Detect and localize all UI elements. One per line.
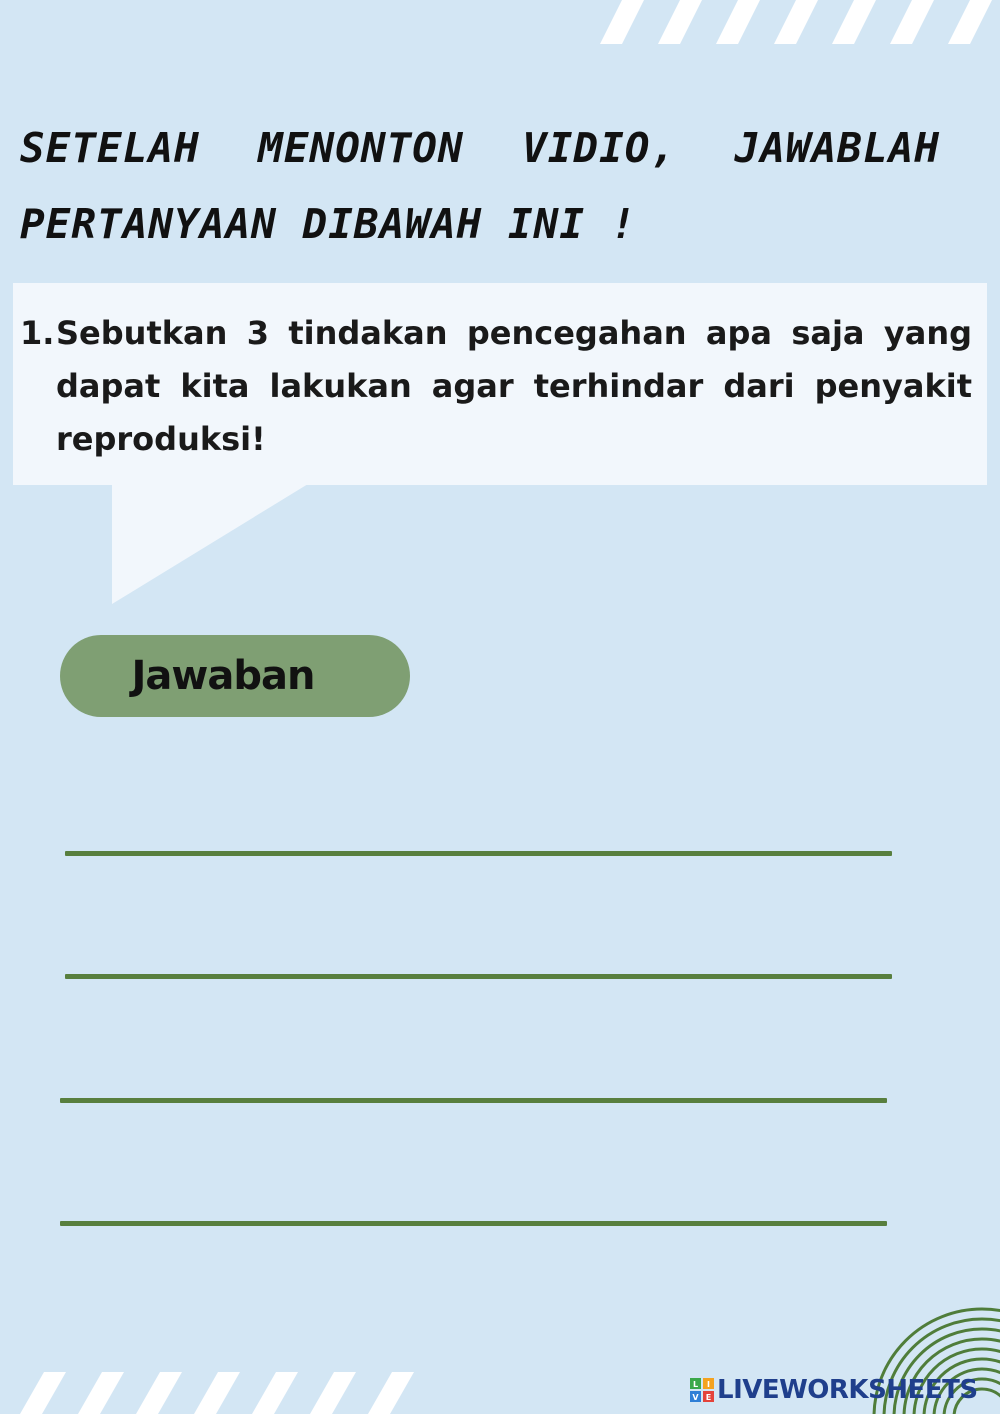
answer-label: Jawaban xyxy=(131,653,315,699)
answer-line[interactable] xyxy=(60,1221,887,1226)
answer-line[interactable] xyxy=(65,974,892,979)
logo-letter: V xyxy=(692,1393,699,1402)
logo-letter: I xyxy=(707,1380,710,1389)
answer-line[interactable] xyxy=(60,1098,887,1103)
top-stripes-decoration xyxy=(600,0,1000,44)
question-number: 1. xyxy=(20,314,55,352)
answer-line[interactable] xyxy=(65,851,892,856)
question-1 xyxy=(20,307,972,466)
bottom-stripes-decoration xyxy=(0,1372,420,1414)
brand-name: LIVEWORKSHEETS xyxy=(717,1375,978,1405)
liveworksheets-brand xyxy=(690,1374,978,1406)
liveworksheets-logo-icon xyxy=(690,1378,714,1402)
worksheet-heading: SETELAH MENONTON VIDIO, JAWABLAH PERTANYAAN DIBAWAH INI ! xyxy=(20,124,940,248)
logo-letter: E xyxy=(705,1393,712,1402)
logo-letter: L xyxy=(692,1380,699,1389)
answer-label-pill xyxy=(60,635,410,717)
bubble-tail xyxy=(112,484,312,606)
question-text: Sebutkan 3 tindakan pencegahan apa saja yang dapat kita lakukan agar terhindar dari penyakit reproduksi! xyxy=(56,314,972,458)
